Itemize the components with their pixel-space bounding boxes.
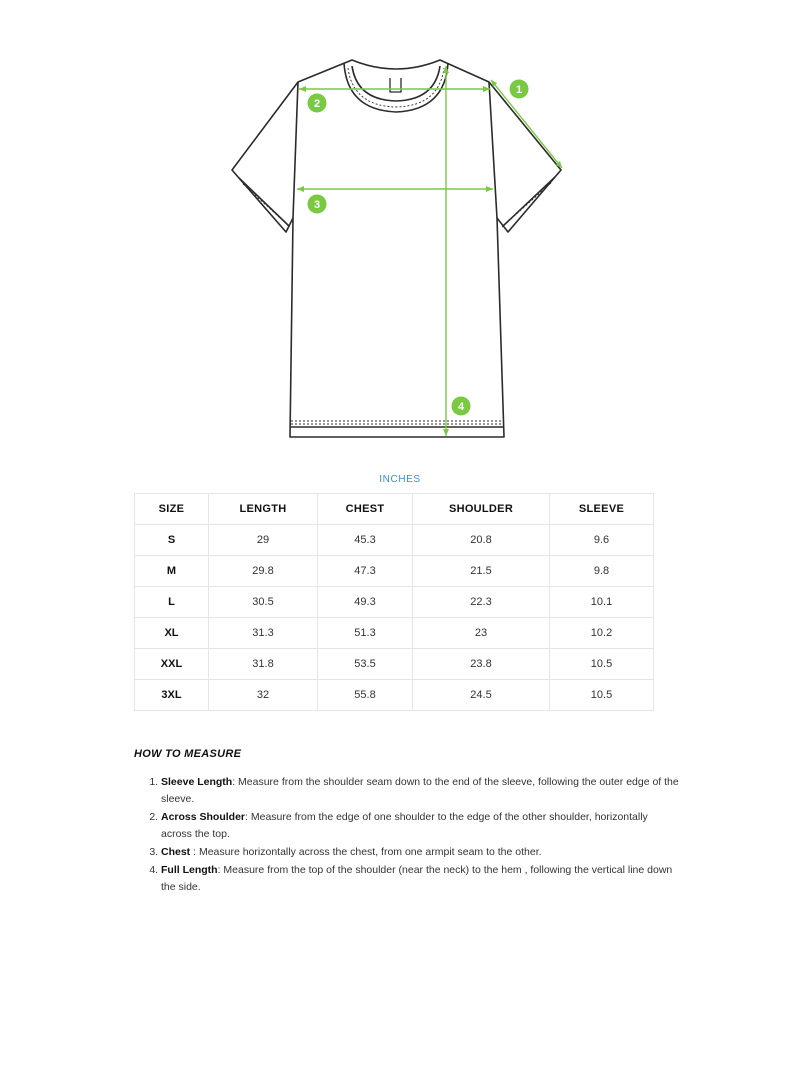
step-text: Measure from the edge of one shoulder to the edge of the other shoulder, horizontally across the top.: [161, 811, 648, 840]
marker-1-label: 1: [515, 84, 523, 96]
step-text: Measure from the shoulder seam down to the end of the sleeve, following the outer edge of the sleeve.: [161, 776, 679, 805]
table-row: [135, 649, 654, 680]
shoulder-cell: 22.3: [413, 587, 550, 618]
size-cell: S: [135, 525, 209, 556]
measure-steps-list: [134, 774, 681, 897]
header-length: LENGTH: [209, 494, 318, 525]
table-row: [135, 587, 654, 618]
tshirt-measurement-diagram: [0, 0, 800, 460]
list-item: [161, 774, 681, 808]
header-size: SIZE: [135, 494, 209, 525]
list-item: [161, 844, 681, 861]
shoulder-cell: 20.8: [413, 525, 550, 556]
sleeve-cell: 10.1: [550, 587, 654, 618]
step-separator: :: [217, 864, 224, 876]
shoulder-cell: 23.8: [413, 649, 550, 680]
size-cell: XXL: [135, 649, 209, 680]
marker-2-badge: [308, 94, 327, 113]
table-row: [135, 556, 654, 587]
size-chart-table: [134, 493, 654, 711]
tshirt-outline: [232, 60, 561, 437]
length-cell: 31.3: [209, 618, 318, 649]
marker-3-badge: [308, 195, 327, 214]
sleeve-cell: 10.5: [550, 649, 654, 680]
table-row: [135, 680, 654, 711]
chest-cell: 53.5: [318, 649, 413, 680]
step-separator: :: [190, 846, 199, 858]
marker-2-label: 2: [313, 98, 321, 110]
shoulder-cell: 24.5: [413, 680, 550, 711]
table-row: [135, 525, 654, 556]
step-term: Across Shoulder: [161, 811, 246, 823]
tshirt-body: [232, 60, 561, 437]
chest-cell: 47.3: [318, 556, 413, 587]
step-text: Measure horizontally across the chest, from one armpit seam to the other.: [198, 846, 542, 858]
header-sleeve: SLEEVE: [550, 494, 654, 525]
marker-1-badge: [510, 80, 529, 99]
units-label: INCHES: [379, 474, 421, 485]
header-chest: CHEST: [318, 494, 413, 525]
sleeve-cell: 10.5: [550, 680, 654, 711]
list-item: [161, 809, 681, 843]
chest-cell: 45.3: [318, 525, 413, 556]
how-to-measure-heading: HOW TO MEASURE: [134, 748, 242, 760]
sleeve-cell: 9.8: [550, 556, 654, 587]
length-cell: 29: [209, 525, 318, 556]
length-cell: 30.5: [209, 587, 318, 618]
length-cell: 29.8: [209, 556, 318, 587]
table-row: [135, 618, 654, 649]
table-header-row: [135, 494, 654, 525]
size-cell: 3XL: [135, 680, 209, 711]
list-item: [161, 862, 681, 896]
chest-cell: 55.8: [318, 680, 413, 711]
header-shoulder: SHOULDER: [413, 494, 550, 525]
marker-4-badge: [452, 397, 471, 416]
sleeve-cell: 9.6: [550, 525, 654, 556]
step-separator: :: [245, 811, 251, 823]
shoulder-cell: 21.5: [413, 556, 550, 587]
sleeve-cell: 10.2: [550, 618, 654, 649]
chest-cell: 51.3: [318, 618, 413, 649]
shoulder-cell: 23: [413, 618, 550, 649]
step-separator: :: [232, 776, 239, 788]
chest-cell: 49.3: [318, 587, 413, 618]
step-term: Sleeve Length: [161, 776, 233, 788]
marker-4-label: 4: [457, 401, 465, 413]
size-cell: L: [135, 587, 209, 618]
marker-3-label: 3: [313, 199, 321, 211]
length-cell: 32: [209, 680, 318, 711]
step-text: Measure from the top of the shoulder (near the neck) to the hem , following the vertical line down the side.: [161, 864, 673, 893]
step-term: Chest: [161, 846, 191, 858]
size-cell: M: [135, 556, 209, 587]
size-cell: XL: [135, 618, 209, 649]
length-cell: 31.8: [209, 649, 318, 680]
step-term: Full Length: [161, 864, 218, 876]
